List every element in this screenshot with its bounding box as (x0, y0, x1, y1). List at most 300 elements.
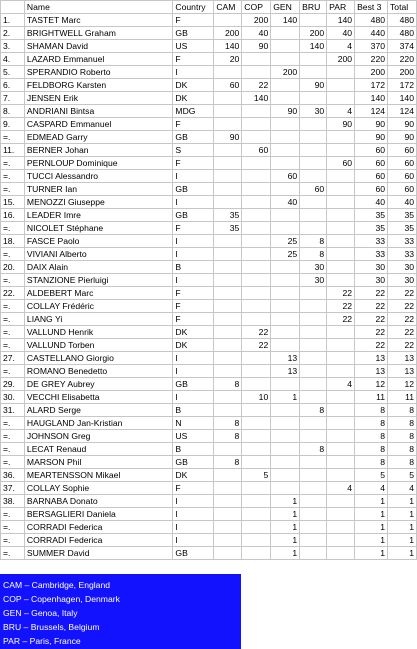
cop-cell (242, 105, 271, 118)
name-cell: ROMANO Benedetto (24, 365, 172, 378)
cop-cell (242, 248, 271, 261)
rank-cell: =. (1, 456, 25, 469)
best3-cell: 12 (355, 378, 388, 391)
par-cell (327, 495, 355, 508)
rank-cell: =. (1, 417, 25, 430)
par-cell: 90 (327, 118, 355, 131)
cam-cell (214, 443, 242, 456)
best3-cell: 140 (355, 92, 388, 105)
best3-cell: 124 (355, 105, 388, 118)
total-cell: 90 (388, 131, 417, 144)
rank-cell: =. (1, 183, 25, 196)
cam-cell: 35 (214, 222, 242, 235)
best3-cell: 1 (355, 521, 388, 534)
table-row (1, 235, 417, 248)
cop-cell (242, 482, 271, 495)
cam-cell: 200 (214, 27, 242, 40)
country-cell: I (173, 196, 214, 209)
gen-cell (271, 300, 300, 313)
total-cell: 22 (388, 339, 417, 352)
gen-cell: 1 (271, 391, 300, 404)
cam-cell (214, 339, 242, 352)
bru-cell (300, 53, 327, 66)
cam-cell: 140 (214, 40, 242, 53)
name-cell: BARNABA Donato (24, 495, 172, 508)
table-row (1, 209, 417, 222)
bru-cell (300, 417, 327, 430)
table-row (1, 352, 417, 365)
country-cell: F (173, 287, 214, 300)
cop-cell (242, 53, 271, 66)
country-cell: I (173, 235, 214, 248)
country-cell: I (173, 274, 214, 287)
cop-cell (242, 313, 271, 326)
best3-cell: 11 (355, 391, 388, 404)
cop-cell: 40 (242, 27, 271, 40)
best3-cell: 172 (355, 79, 388, 92)
bru-cell (300, 14, 327, 27)
table-row (1, 79, 417, 92)
gen-cell: 200 (271, 66, 300, 79)
gen-cell: 140 (271, 14, 300, 27)
par-cell (327, 248, 355, 261)
par-cell: 60 (327, 157, 355, 170)
bru-cell (300, 222, 327, 235)
country-cell: I (173, 521, 214, 534)
rank-cell: 6. (1, 79, 25, 92)
par-cell (327, 508, 355, 521)
name-cell: ALDEBERT Marc (24, 287, 172, 300)
cam-cell (214, 274, 242, 287)
table-row (1, 300, 417, 313)
total-cell: 1 (388, 521, 417, 534)
country-cell: GB (173, 131, 214, 144)
total-cell: 90 (388, 118, 417, 131)
cam-cell (214, 92, 242, 105)
bru-cell (300, 209, 327, 222)
cop-cell: 22 (242, 339, 271, 352)
total-cell: 1 (388, 534, 417, 547)
country-cell: F (173, 300, 214, 313)
par-cell (327, 417, 355, 430)
cam-cell (214, 404, 242, 417)
column-header: CAM (214, 1, 242, 14)
name-cell: MEARTENSSON Mikael (24, 469, 172, 482)
par-cell (327, 469, 355, 482)
legend-item-gen: GEN – Genoa, Italy (3, 608, 78, 618)
rank-cell: =. (1, 248, 25, 261)
name-cell: LIANG Yi (24, 313, 172, 326)
best3-cell: 440 (355, 27, 388, 40)
bru-cell (300, 300, 327, 313)
bru-cell: 8 (300, 235, 327, 248)
name-cell: CORRADI Federica (24, 534, 172, 547)
gen-cell (271, 79, 300, 92)
name-cell: ANDRIANI Bintsa (24, 105, 172, 118)
column-header: Country (173, 1, 214, 14)
table-row (1, 378, 417, 391)
table-row (1, 274, 417, 287)
cam-cell (214, 352, 242, 365)
par-cell (327, 131, 355, 144)
table-row (1, 248, 417, 261)
cam-cell (214, 118, 242, 131)
name-cell: CASTELLANO Giorgio (24, 352, 172, 365)
best3-cell: 8 (355, 430, 388, 443)
rank-cell: =. (1, 326, 25, 339)
name-cell: TURNER Ian (24, 183, 172, 196)
total-cell: 1 (388, 508, 417, 521)
country-cell: N (173, 417, 214, 430)
bru-cell (300, 365, 327, 378)
bru-cell (300, 482, 327, 495)
name-cell: ALARD Serge (24, 404, 172, 417)
bru-cell (300, 456, 327, 469)
bru-cell (300, 92, 327, 105)
total-cell: 60 (388, 144, 417, 157)
gen-cell: 13 (271, 352, 300, 365)
table-row (1, 521, 417, 534)
bru-cell (300, 170, 327, 183)
table-row (1, 131, 417, 144)
best3-cell: 370 (355, 40, 388, 53)
gen-cell (271, 274, 300, 287)
cop-cell (242, 430, 271, 443)
country-cell: F (173, 118, 214, 131)
best3-cell: 90 (355, 131, 388, 144)
cam-cell (214, 14, 242, 27)
country-cell: DK (173, 92, 214, 105)
best3-cell: 5 (355, 469, 388, 482)
name-cell: FASCE Paolo (24, 235, 172, 248)
best3-cell: 1 (355, 547, 388, 560)
name-cell: VALLUND Henrik (24, 326, 172, 339)
header-row (1, 1, 417, 14)
rank-cell: 7. (1, 92, 25, 105)
par-cell (327, 170, 355, 183)
best3-cell: 8 (355, 443, 388, 456)
country-cell: I (173, 508, 214, 521)
name-cell: BERNER Johan (24, 144, 172, 157)
cop-cell (242, 131, 271, 144)
rank-cell: =. (1, 300, 25, 313)
table-row (1, 547, 417, 560)
par-cell (327, 79, 355, 92)
gen-cell: 60 (271, 170, 300, 183)
best3-cell: 40 (355, 196, 388, 209)
best3-cell: 22 (355, 313, 388, 326)
rank-cell: =. (1, 443, 25, 456)
name-cell: DE GREY Aubrey (24, 378, 172, 391)
bru-cell (300, 196, 327, 209)
rank-cell: =. (1, 274, 25, 287)
country-cell: I (173, 534, 214, 547)
best3-cell: 33 (355, 248, 388, 261)
par-cell: 4 (327, 378, 355, 391)
bru-cell (300, 157, 327, 170)
gen-cell: 40 (271, 196, 300, 209)
total-cell: 33 (388, 235, 417, 248)
bru-cell: 30 (300, 105, 327, 118)
total-cell: 172 (388, 79, 417, 92)
gen-cell (271, 222, 300, 235)
gen-cell (271, 53, 300, 66)
bru-cell (300, 118, 327, 131)
rank-cell: 16. (1, 209, 25, 222)
best3-cell: 22 (355, 300, 388, 313)
par-cell (327, 183, 355, 196)
rank-cell: 38. (1, 495, 25, 508)
name-cell: CORRADI Federica (24, 521, 172, 534)
gen-cell (271, 404, 300, 417)
bru-cell (300, 469, 327, 482)
table-row (1, 508, 417, 521)
bru-cell: 30 (300, 261, 327, 274)
cop-cell (242, 352, 271, 365)
country-cell: DK (173, 79, 214, 92)
cop-cell (242, 222, 271, 235)
bru-cell: 8 (300, 443, 327, 456)
country-cell: I (173, 365, 214, 378)
name-cell: VECCHI Elisabetta (24, 391, 172, 404)
legend-item-bru: BRU – Brussels, Belgium (3, 622, 100, 632)
cop-cell: 5 (242, 469, 271, 482)
total-cell: 8 (388, 417, 417, 430)
gen-cell: 1 (271, 534, 300, 547)
cam-cell: 8 (214, 456, 242, 469)
best3-cell: 4 (355, 482, 388, 495)
rank-cell: 27. (1, 352, 25, 365)
table-row (1, 469, 417, 482)
table-row (1, 495, 417, 508)
gen-cell (271, 313, 300, 326)
country-cell: GB (173, 378, 214, 391)
total-cell: 35 (388, 222, 417, 235)
best3-cell: 33 (355, 235, 388, 248)
total-cell: 4 (388, 482, 417, 495)
par-cell (327, 222, 355, 235)
par-cell (327, 209, 355, 222)
total-cell: 220 (388, 53, 417, 66)
best3-cell: 480 (355, 14, 388, 27)
country-cell: MDG (173, 105, 214, 118)
gen-cell: 25 (271, 248, 300, 261)
total-cell: 8 (388, 430, 417, 443)
cop-cell: 22 (242, 79, 271, 92)
cam-cell (214, 144, 242, 157)
country-cell: US (173, 40, 214, 53)
table-row (1, 534, 417, 547)
name-cell: EDMEAD Garry (24, 131, 172, 144)
par-cell (327, 326, 355, 339)
rank-cell: =. (1, 131, 25, 144)
cam-cell (214, 105, 242, 118)
column-header: Name (24, 1, 172, 14)
cam-cell (214, 547, 242, 560)
cam-cell: 8 (214, 417, 242, 430)
rank-cell: 31. (1, 404, 25, 417)
bru-cell: 60 (300, 183, 327, 196)
cam-cell (214, 508, 242, 521)
table-row (1, 482, 417, 495)
total-cell: 374 (388, 40, 417, 53)
country-cell: I (173, 391, 214, 404)
par-cell (327, 339, 355, 352)
bru-cell (300, 534, 327, 547)
rank-cell: =. (1, 157, 25, 170)
table-row (1, 14, 417, 27)
gen-cell (271, 378, 300, 391)
total-cell: 200 (388, 66, 417, 79)
gen-cell: 1 (271, 495, 300, 508)
bru-cell: 30 (300, 274, 327, 287)
total-cell: 1 (388, 495, 417, 508)
gen-cell (271, 131, 300, 144)
rank-cell: 4. (1, 53, 25, 66)
cop-cell (242, 508, 271, 521)
name-cell: SUMMER David (24, 547, 172, 560)
total-cell: 30 (388, 274, 417, 287)
cop-cell (242, 170, 271, 183)
name-cell: LAZARD Emmanuel (24, 53, 172, 66)
cam-cell (214, 326, 242, 339)
bru-cell (300, 313, 327, 326)
table-row (1, 27, 417, 40)
country-cell: B (173, 443, 214, 456)
total-cell: 13 (388, 365, 417, 378)
name-cell: BERSAGLIERI Daniela (24, 508, 172, 521)
gen-cell: 90 (271, 105, 300, 118)
cam-cell (214, 235, 242, 248)
cop-cell (242, 547, 271, 560)
rank-cell: 15. (1, 196, 25, 209)
country-cell: I (173, 170, 214, 183)
gen-cell (271, 118, 300, 131)
table-row (1, 40, 417, 53)
name-cell: COLLAY Sophie (24, 482, 172, 495)
table-row (1, 391, 417, 404)
total-cell: 35 (388, 209, 417, 222)
cam-cell: 90 (214, 131, 242, 144)
total-cell: 11 (388, 391, 417, 404)
par-cell (327, 365, 355, 378)
par-cell (327, 66, 355, 79)
column-header: BRU (300, 1, 327, 14)
gen-cell (271, 430, 300, 443)
gen-cell (271, 287, 300, 300)
cop-cell (242, 183, 271, 196)
legend-item-cam: CAM – Cambridge, England (3, 580, 110, 590)
bru-cell (300, 521, 327, 534)
par-cell: 4 (327, 482, 355, 495)
rank-cell: 30. (1, 391, 25, 404)
total-cell: 40 (388, 196, 417, 209)
cop-cell: 90 (242, 40, 271, 53)
total-cell: 22 (388, 313, 417, 326)
total-cell: 8 (388, 443, 417, 456)
best3-cell: 220 (355, 53, 388, 66)
gen-cell (271, 326, 300, 339)
name-cell: VIVIANI Alberto (24, 248, 172, 261)
bru-cell (300, 287, 327, 300)
cam-cell (214, 365, 242, 378)
name-cell: BRIGHTWELL Graham (24, 27, 172, 40)
cam-cell (214, 469, 242, 482)
name-cell: HAUGLAND Jan-Kristian (24, 417, 172, 430)
total-cell: 12 (388, 378, 417, 391)
country-cell: I (173, 248, 214, 261)
rank-cell: 18. (1, 235, 25, 248)
par-cell (327, 456, 355, 469)
table-row (1, 287, 417, 300)
name-cell: SHAMAN David (24, 40, 172, 53)
table-row (1, 339, 417, 352)
country-cell: F (173, 157, 214, 170)
cam-cell: 8 (214, 430, 242, 443)
par-cell: 22 (327, 300, 355, 313)
rank-cell: =. (1, 365, 25, 378)
table-row (1, 430, 417, 443)
par-cell (327, 196, 355, 209)
rank-cell: =. (1, 430, 25, 443)
name-cell: SPERANDIO Roberto (24, 66, 172, 79)
table-row (1, 443, 417, 456)
gen-cell: 1 (271, 508, 300, 521)
par-cell: 22 (327, 313, 355, 326)
country-cell: GB (173, 209, 214, 222)
cop-cell (242, 196, 271, 209)
country-cell: DK (173, 469, 214, 482)
total-cell: 22 (388, 287, 417, 300)
rank-cell: 5. (1, 66, 25, 79)
country-cell: S (173, 144, 214, 157)
country-cell: US (173, 430, 214, 443)
cop-cell (242, 287, 271, 300)
table-row (1, 66, 417, 79)
total-cell: 8 (388, 456, 417, 469)
par-cell (327, 547, 355, 560)
gen-cell (271, 482, 300, 495)
table-row (1, 404, 417, 417)
rank-cell: =. (1, 170, 25, 183)
bru-cell (300, 144, 327, 157)
country-cell: DK (173, 339, 214, 352)
table-row (1, 144, 417, 157)
par-cell: 140 (327, 14, 355, 27)
rank-cell: 9. (1, 118, 25, 131)
bru-cell (300, 326, 327, 339)
cop-cell: 200 (242, 14, 271, 27)
name-cell: COLLAY Frédéric (24, 300, 172, 313)
bru-cell (300, 339, 327, 352)
par-cell (327, 430, 355, 443)
cam-cell: 35 (214, 209, 242, 222)
gen-cell (271, 339, 300, 352)
name-cell: VALLUND Torben (24, 339, 172, 352)
gen-cell (271, 417, 300, 430)
best3-cell: 8 (355, 404, 388, 417)
total-cell: 60 (388, 157, 417, 170)
bru-cell (300, 391, 327, 404)
gen-cell: 1 (271, 521, 300, 534)
bru-cell: 8 (300, 248, 327, 261)
best3-cell: 1 (355, 508, 388, 521)
par-cell (327, 534, 355, 547)
par-cell (327, 274, 355, 287)
name-cell: PERNLOUP Dominique (24, 157, 172, 170)
bru-cell (300, 547, 327, 560)
gen-cell (271, 144, 300, 157)
